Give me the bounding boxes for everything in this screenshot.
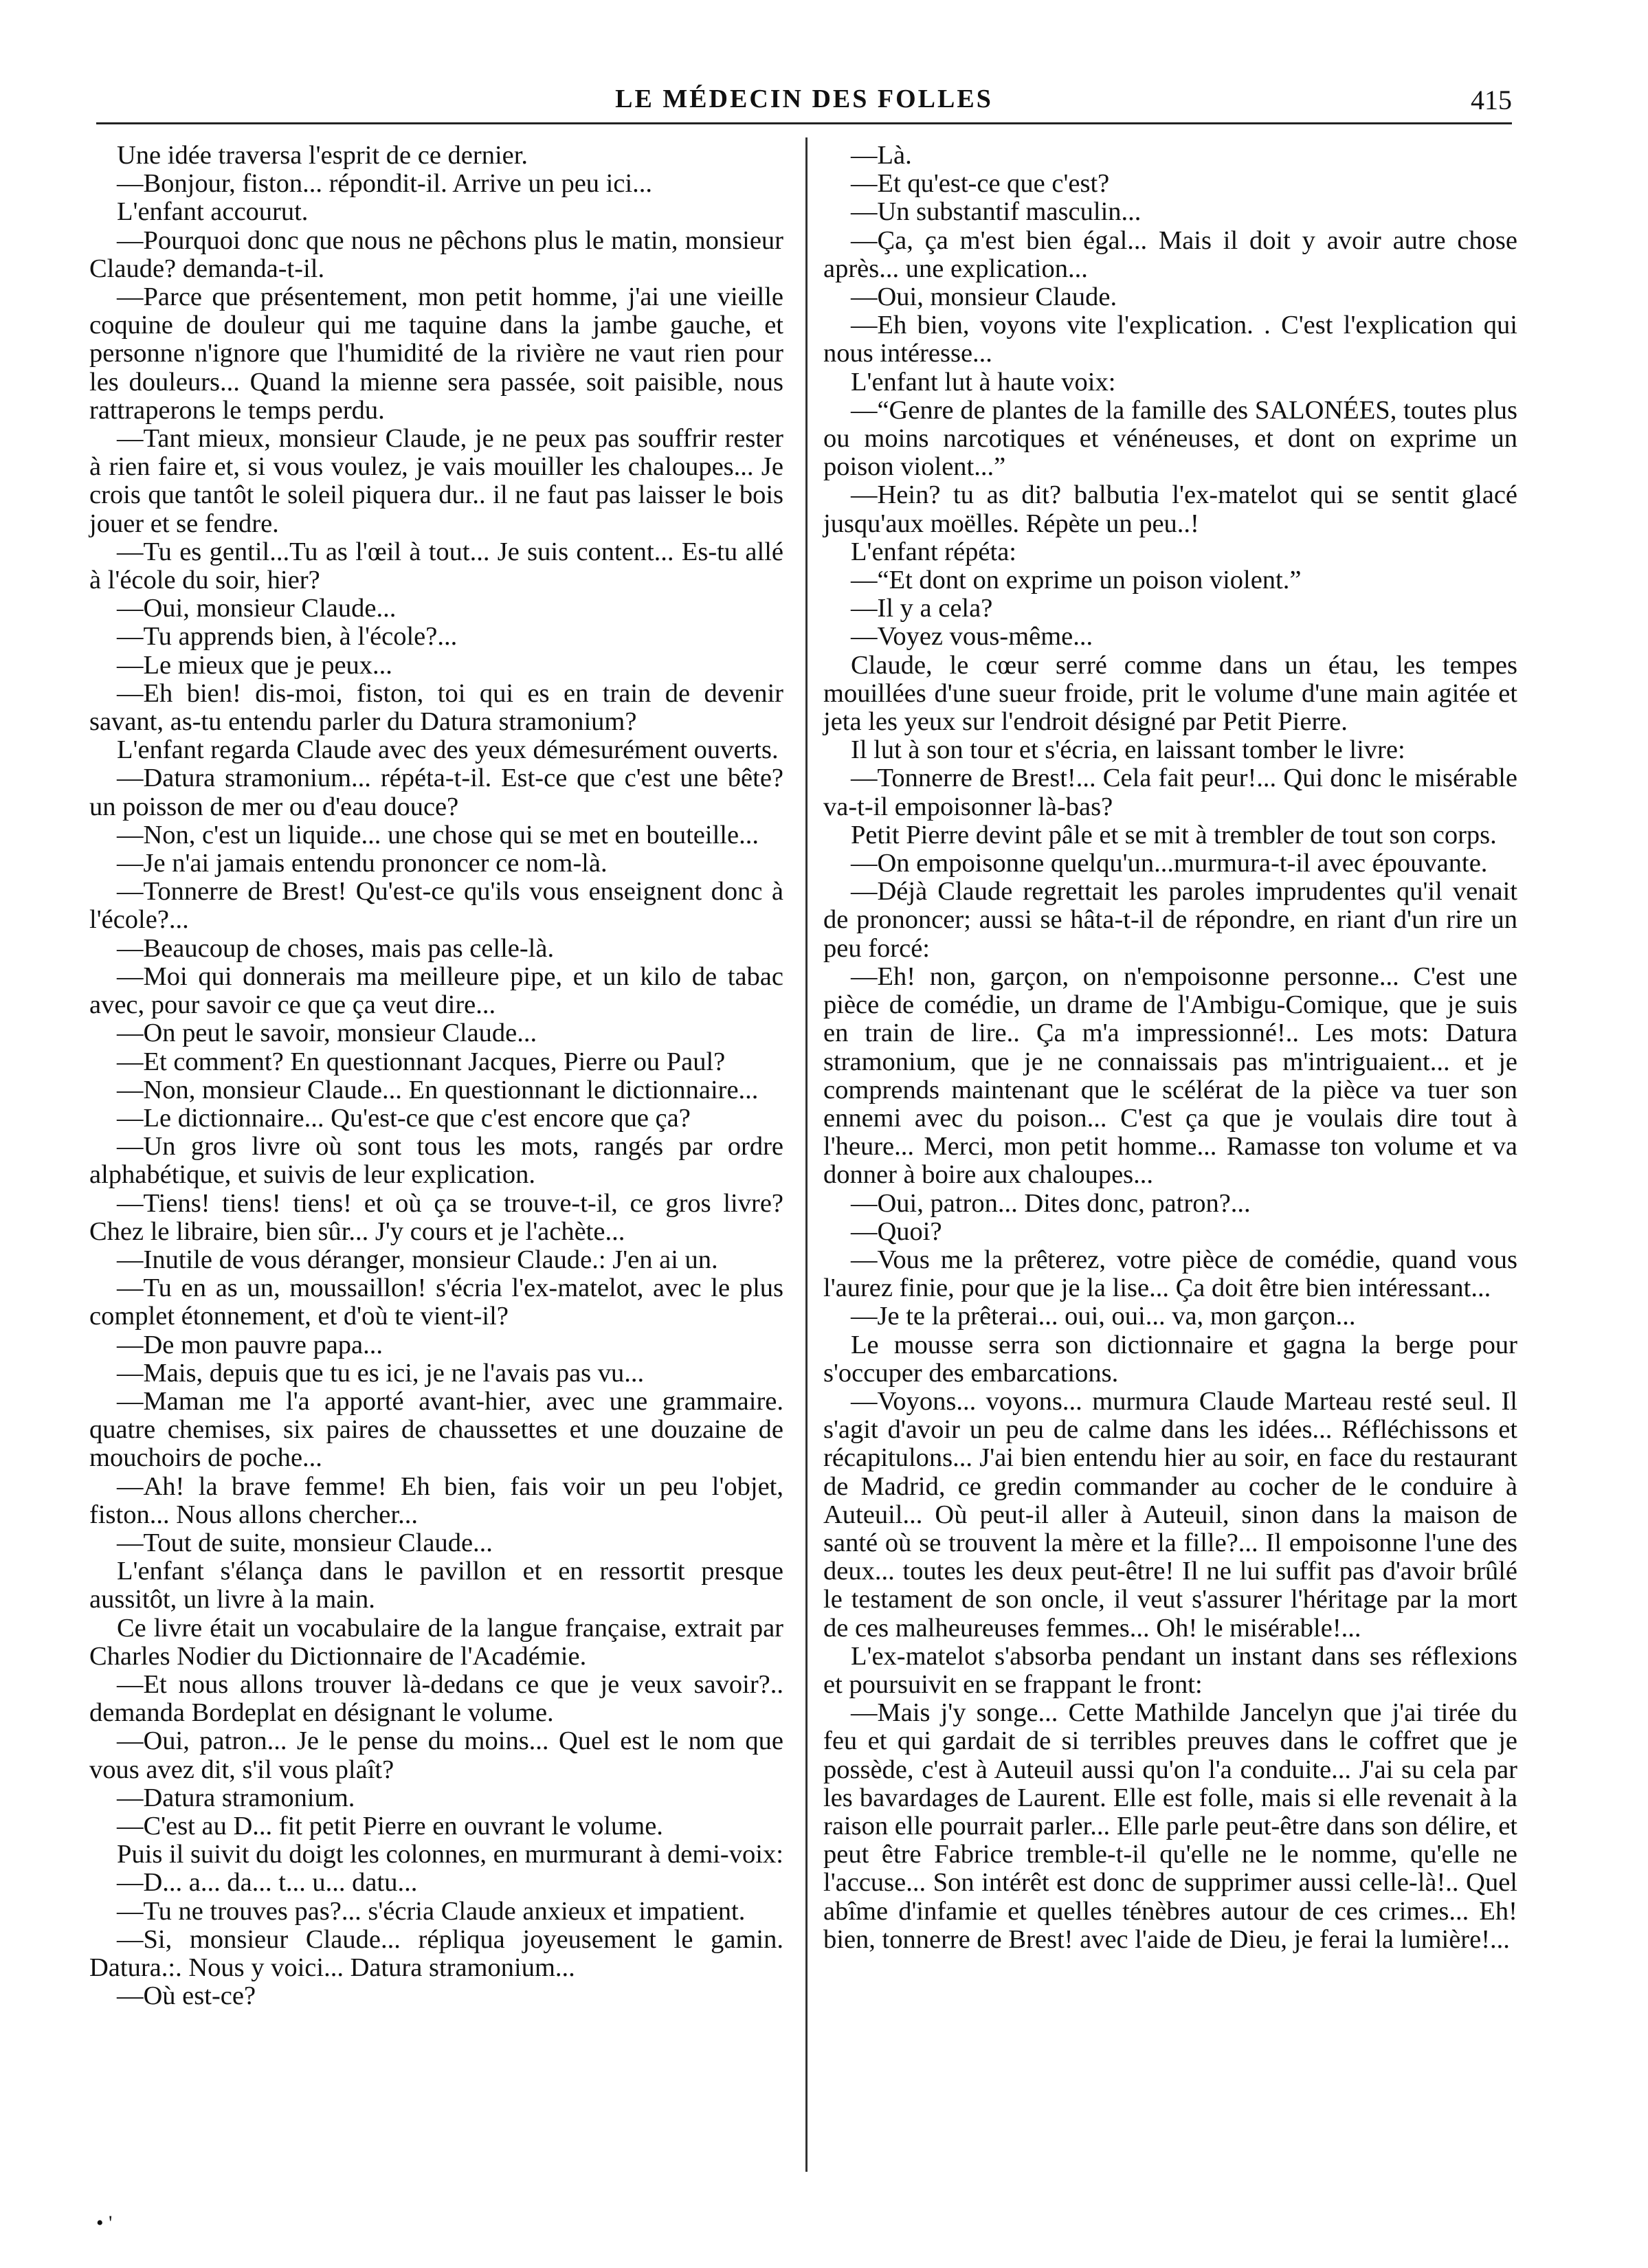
paragraph: Ce livre était un vocabulaire de la langue française, extrait par Charles Nodier du Dictionnaire de l'Académie.: [89, 1613, 783, 1671]
paragraph: L'enfant regarda Claude avec des yeux démesurément ouverts.: [117, 735, 779, 765]
paragraph: —Eh bien, voyons vite l'explication. . C'est l'explication qui nous intéresse...: [823, 311, 1517, 368]
running-title: LE MÉDECIN DES FOLLES: [615, 85, 993, 113]
paragraph: —C'est au D... fit petit Pierre en ouvrant le volume.: [117, 1811, 663, 1841]
paragraph: —Parce que présentement, mon petit homme, j'ai une vieille coquine de douleur qui me taquine dans la jambe gauche, et personne n'ignore que l'humidité de la rivière ne vaut rien pour les douleurs... Quand la mienne sera passée, soit paisible, nous rattraperons le temps perdu.: [89, 282, 783, 425]
paragraph: —D... a... da... t... u... datu...: [117, 1868, 418, 1898]
paragraph: —Tu ne trouves pas?... s'écria Claude anxieux et impatient.: [117, 1896, 746, 1926]
paragraph: Petit Pierre devint pâle et se mit à trembler de tout son corps.: [851, 820, 1497, 849]
paragraph: —Moi qui donnerais ma meilleure pipe, et un kilo de tabac avec, pour savoir ce que ça veut dire...: [89, 961, 783, 1020]
paragraph: —Voyez vous-même...: [851, 622, 1093, 652]
paragraph: —Un gros livre où sont tous les mots, rangés par ordre alphabétique, et suivis de leur explication.: [89, 1132, 783, 1190]
paragraph: Claude, le cœur serré comme dans un étau, les tempes mouillées d'une sueur froide, prit le volume d'une main agitée et jeta les yeux sur l'endroit désigné par Petit Pierre.: [823, 650, 1517, 737]
paragraph: —Oui, monsieur Claude...: [117, 594, 397, 623]
right-column: [823, 142, 1517, 1954]
paragraph: —Tiens! tiens! tiens! et où ça se trouve-t-il, ce gros livre? Chez le libraire, bien sûr... J'y cours et je l'achète...: [89, 1188, 783, 1246]
paragraph: —Là.: [851, 141, 912, 170]
paragraph: —Je n'ai jamais entendu prononcer ce nom-là.: [117, 849, 608, 878]
paragraph: —Et qu'est-ce que c'est?: [851, 169, 1110, 199]
paragraph: —Voyons... voyons... murmura Claude Marteau resté seul. Il s'agit d'avoir un peu de calme dans les idées... Réfléchissons et récapitulons... J'ai bien entendu hier au soir, en face du restaurant de Madrid, ce gredin commander au cocher de le conduire à Auteuil... Où peut-il aller à Auteuil, sinon dans la maison de santé où se trouvent la mère et la fille?... Il empoisonne l'une des deux... toutes les deux peut-être! Il ne lui suffit pas d'avoir brûlé le testament de son oncle, il veut s'assurer l'héritage par la mort de ces malheureuses femmes... Oh! le misérable!...: [823, 1386, 1517, 1643]
paragraph: —Inutile de vous déranger, monsieur Claude.: J'en ai un.: [117, 1245, 718, 1274]
paragraph: —Quoi?: [851, 1216, 942, 1246]
paragraph: —Datura stramonium... répéta-t-il. Est-ce que c'est une bête? un poisson de mer ou d'eau douce?: [89, 764, 783, 821]
paragraph: —Ah! la brave femme! Eh bien, fais voir un peu l'objet, fiston... Nous allons chercher...: [89, 1471, 783, 1529]
paragraph: —Où est-ce?: [117, 1981, 256, 2011]
paragraph: —Eh bien! dis-moi, fiston, toi qui es en train de devenir savant, as-tu entendu parler du Datura stramonium?: [89, 678, 783, 737]
paragraph: Puis il suivit du doigt les colonnes, en murmurant à demi-voix:: [117, 1840, 783, 1869]
paragraph: L'enfant lut à haute voix:: [851, 367, 1116, 397]
paragraph: —Déjà Claude regrettait les paroles imprudentes qu'il venait de prononcer; aussi se hâta-t-il de répondre, en riant d'un rire un peu forcé:: [823, 877, 1517, 963]
paragraph: —Non, c'est un liquide... une chose qui se met en bouteille...: [117, 820, 759, 849]
page-number: 415: [1471, 85, 1512, 115]
paragraph: —Le mieux que je peux...: [117, 650, 392, 680]
paragraph: —Tu es gentil...Tu as l'œil à tout... Je suis content... Es-tu allé à l'école du soir, hier?: [89, 537, 783, 595]
paragraph: —On empoisonne quelqu'un...murmura-t-il avec épouvante.: [851, 849, 1488, 878]
paragraph: —De mon pauvre papa...: [117, 1330, 383, 1359]
paragraph: —Ça, ça m'est bien égal... Mais il doit y avoir autre chose après... une explication...: [823, 225, 1517, 283]
paragraph: L'enfant s'élança dans le pavillon et en ressortit presque aussitôt, un livre à la main.: [89, 1557, 783, 1614]
footer-mark: • ': [96, 2212, 113, 2234]
paragraph: —Et comment? En questionnant Jacques, Pierre ou Paul?: [117, 1047, 726, 1076]
paragraph: —Et nous allons trouver là-dedans ce que je veux savoir?.. demanda Bordeplat en désignant le volume.: [89, 1669, 783, 1728]
paragraph: —Si, monsieur Claude... répliqua joyeusement le gamin. Datura.:. Nous y voici... Datura stramonium...: [89, 1924, 783, 1982]
paragraph: —Hein? tu as dit? balbutia l'ex-matelot qui se sentit glacé jusqu'aux moëlles. Répète un peu..!: [823, 480, 1517, 538]
paragraph: —Non, monsieur Claude... En questionnant le dictionnaire...: [117, 1075, 759, 1104]
paragraph: —Il y a cela?: [851, 594, 993, 623]
paragraph: —“Et dont on exprime un poison violent.”: [851, 566, 1302, 595]
paragraph: —Oui, monsieur Claude.: [851, 282, 1117, 312]
paragraph: —Tant mieux, monsieur Claude, je ne peux pas souffrir rester à rien faire et, si vous voulez, je vais mouiller les chaloupes... Je crois que tantôt le soleil piquera dur.. il ne faut pas laisser le bois jouer et se fendre.: [89, 424, 783, 538]
paragraph: —Maman me l'a apporté avant-hier, avec une grammaire. quatre chemises, six paires de chaussettes et une douzaine de mouchoirs de poche...: [89, 1386, 783, 1473]
paragraph: —Tout de suite, monsieur Claude...: [117, 1528, 493, 1557]
paragraph: —Pourquoi donc que nous ne pêchons plus le matin, monsieur Claude? demanda-t-il.: [89, 225, 783, 283]
paragraph: —Eh! non, garçon, on n'empoisonne personne... C'est une pièce de comédie, un drame de l'Ambigu-Comique, que je suis en train de lire.. Ça m'a impressionné!.. Les mots: Datura stramonium, que je ne connaissais pas m'intriguaient... et je comprends maintenant que le scélérat de la pièce va tuer son ennemi avec du poison... C'est ça que je voulais dire tout à l'heure... Merci, mon petit homme... Ramasse ton volume et va donner à boire aux chaloupes...: [823, 961, 1517, 1190]
paragraph: —Tu apprends bien, à l'école?...: [117, 622, 458, 652]
paragraph: L'ex-matelot s'absorba pendant un instant dans ses réflexions et poursuivit en se frappant le front:: [823, 1641, 1517, 1699]
paragraph: —Je te la prêterai... oui, oui... va, mon garçon...: [851, 1302, 1356, 1331]
paragraph: —Mais, depuis que tu es ici, je ne l'avais pas vu...: [117, 1358, 645, 1388]
paragraph: —Oui, patron... Dites donc, patron?...: [851, 1188, 1251, 1218]
page-header: [96, 81, 1512, 124]
paragraph: L'enfant répéta:: [851, 537, 1017, 566]
paragraph: —Bonjour, fiston... répondit-il. Arrive un peu ici...: [117, 169, 653, 199]
paragraph: —Datura stramonium.: [117, 1783, 355, 1812]
paragraph: —Le dictionnaire... Qu'est-ce que c'est encore que ça?: [117, 1103, 691, 1133]
paragraph: —Beaucoup de choses, mais pas celle-là.: [117, 933, 555, 963]
paragraph: —On peut le savoir, monsieur Claude...: [117, 1019, 537, 1048]
paragraph: —Mais j'y songe... Cette Mathilde Jancelyn que j'ai tirée du feu et qui gardait de si terribles preuves dans le coffret que je possède, c'est à Auteuil aussi qu'on l'a conduite... J'ai su cela par les bavardages de Laurent. Elle est folle, mais si elle revenait à la raison elle pourrait parler... Elle parle peut-être dans son délire, et peut être Fabrice tremble-t-il qu'elle ne le nomme, qu'elle ne l'accuse... Son intérêt est donc de supprimer aussi celle-là!.. Quel abîme d'infamie et quelles ténèbres autour de ces crimes... Eh! bien, tonnerre de Brest! avec l'aide de Dieu, je ferai la lumière!...: [823, 1698, 1517, 1954]
left-column: [89, 142, 783, 2010]
paragraph: —Oui, patron... Je le pense du moins... Quel est le nom que vous avez dit, s'il vous plaît?: [89, 1726, 783, 1784]
paragraph: —Un substantif masculin...: [851, 197, 1142, 227]
paragraph: —Tonnerre de Brest! Qu'est-ce qu'ils vous enseignent donc à l'école?...: [89, 877, 783, 935]
paragraph: —“Genre de plantes de la famille des SALONÉES, toutes plus ou moins narcotiques et vénéneuses, et dont on exprime un poison violent...”: [823, 395, 1517, 482]
paragraph: —Tu en as un, moussaillon! s'écria l'ex-matelot, avec le plus complet étonnement, et d'où te vient-il?: [89, 1274, 783, 1331]
paragraph: —Vous me la prêterez, votre pièce de comédie, quand vous l'aurez finie, pour que je la lise... Ça doit être bien intéressant...: [823, 1245, 1517, 1303]
paragraph: —Tonnerre de Brest!... Cela fait peur!... Qui donc le misérable va-t-il empoisonner là-bas?: [823, 764, 1517, 821]
column-divider: [805, 137, 808, 2172]
paragraph: Il lut à son tour et s'écria, en laissant tomber le livre:: [851, 735, 1405, 765]
paragraph: L'enfant accourut.: [117, 197, 309, 227]
paragraph: Une idée traversa l'esprit de ce dernier.: [117, 141, 528, 170]
paragraph: Le mousse serra son dictionnaire et gagna la berge pour s'occuper des embarcations.: [823, 1330, 1517, 1388]
